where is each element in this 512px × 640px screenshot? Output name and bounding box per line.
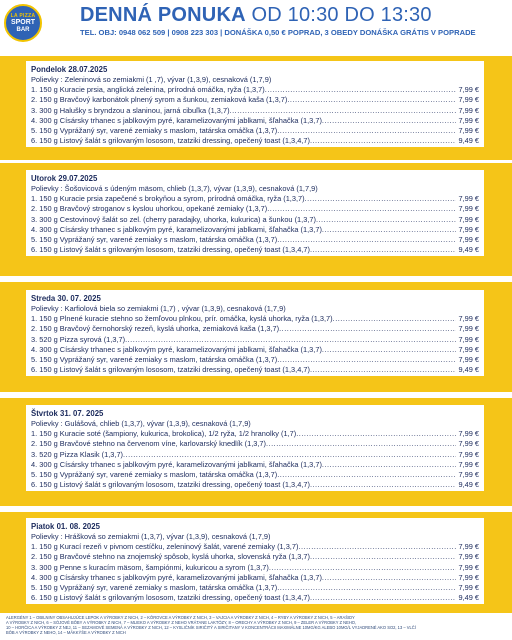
leader-dots: [322, 573, 457, 583]
day-heading: Piatok 01. 08. 2025: [31, 522, 100, 531]
menu-item-desc: 6. 150 g Listový šalát s grilovaným lososom, tzatziki dressing, opečený toast (1,3,4,7): [31, 136, 310, 146]
allergens-line: BÔB A VÝROBKY Z NEHO, 14 – MÄKKÝŠE A VÝROBKY Z NICH: [6, 630, 126, 635]
menu-item-desc: 1. 150 g Plnené kuracie stehno so žemľovou plnkou, prír. omáčka, kyslá uhorka, ryža (1,3,7): [31, 314, 333, 323]
menu-item-desc: 2. 150 g Bravčový karbonátok plnený syrom a šunkou, zemiaková kaša (1,3,7): [31, 95, 288, 105]
leader-dots: [279, 324, 456, 334]
leader-dots: [310, 593, 457, 603]
leader-dots: [305, 194, 457, 204]
menu-item: [31, 235, 479, 245]
soup-line: Polievky : Karfiolová biela so zemiakmi (1,7) , vývar (1,3,9), cesnaková (1,7,9): [31, 304, 286, 313]
day-card: [26, 518, 484, 604]
menu-item-desc: 5. 150 g Vyprážaný syr, varené zemiaky s maslom, tatárska omáčka (1,3,7): [31, 583, 278, 593]
menu-item: [31, 542, 479, 552]
leader-dots: [310, 480, 457, 490]
menu-item: [31, 215, 479, 225]
leader-dots: [125, 335, 456, 345]
menu-item-price: 9,49 €: [458, 480, 479, 490]
menu-item-desc: 5. 150 g Vyprážaný syr, varené zemiaky s maslom, tatárska omáčka (1,3,7): [31, 355, 278, 365]
menu-item-price: 7,99 €: [458, 204, 479, 214]
leader-dots: [267, 204, 456, 214]
day-card: [26, 61, 484, 147]
logo: [4, 4, 42, 42]
soup-line: Polievky : Zeleninová so zemiakmi (1 ,7), vývar (1,3,9), cesnaková (1,7,9): [31, 75, 272, 84]
menu-item-price: 7,99 €: [458, 583, 479, 593]
leader-dots: [277, 583, 456, 593]
leader-dots: [310, 136, 457, 146]
leader-dots: [322, 460, 457, 470]
leader-dots: [277, 235, 456, 245]
menu-item-price: 7,99 €: [458, 449, 479, 459]
menu-item-desc: 4. 300 g Císársky trhanec s jablkovým pyré, karamelizovanými jablkami, šľahačka (1,3,7): [31, 459, 322, 469]
menu-item-price: 7,99 €: [458, 105, 479, 115]
menu-item: [31, 126, 479, 136]
menu-item-desc: 4. 300 g Císársky trhanec s jablkovým pyré, karamelizovanými jablkami, šľahačka (1,3,7): [31, 344, 322, 354]
menu-item-price: 7,99 €: [458, 344, 479, 354]
menu-item: [31, 470, 479, 480]
menu-item: [31, 552, 479, 562]
menu-item: [31, 225, 479, 235]
menu-item-desc: 1. 150 g Kuracie prsia zapečené s brokyňou a syrom, prírodná omáčka, ryža (1,3,7): [31, 194, 305, 203]
menu-item-price: 7,99 €: [458, 235, 479, 245]
menu-item: [31, 450, 479, 460]
menu-item: [31, 95, 479, 105]
menu-item: [31, 335, 479, 345]
allergens-footer: [0, 614, 512, 640]
menu-item-desc: 2. 150 g Bravčové stehno na znojemský spôsob, kyslá uhorka, slovenská ryža (1,3,7): [31, 552, 310, 562]
leader-dots: [322, 116, 457, 126]
title-bold: DENNÁ PONUKA: [80, 4, 246, 26]
leader-dots: [266, 439, 456, 449]
menu-item-price: 7,99 €: [458, 334, 479, 344]
menu-item-price: 7,99 €: [458, 542, 479, 551]
menu-item: [31, 345, 479, 355]
menu-item: [31, 355, 479, 365]
menu-item-desc: 2. 150 g Bravčové stehno na červenom víne, karlovarský knedlík (1,3,7): [31, 439, 266, 449]
leader-dots: [310, 245, 457, 255]
menu-item: [31, 314, 479, 324]
leader-dots: [310, 552, 457, 562]
title-hours: OD 10:30 DO 13:30: [245, 4, 432, 26]
menu-item-price: 7,99 €: [458, 552, 479, 562]
menu-item-desc: 5. 150 g Vyprážaný syr, varené zemiaky s maslom, tatárska omáčka (1,3,7): [31, 126, 278, 136]
menu-item: [31, 85, 479, 95]
leader-dots: [322, 225, 457, 235]
menu-item-desc: 1. 150 g Kuracie prsia, anglická zelenina, prírodná omáčka, ryža (1,3,7): [31, 85, 265, 94]
menu-item-desc: 2. 150 g Bravčový černohorský rezeň, kyslá uhorka, zemiaková kaša (1,3,7): [31, 324, 280, 334]
menu-item-desc: 6. 150 g Listový šalát s grilovaným lososom, tzatziki dressing, opečený toast (1,3,4,7): [31, 593, 310, 603]
day-card: [26, 290, 484, 376]
menu-item-price: 7,99 €: [458, 115, 479, 125]
soup-line: Polievky : Gulášová, chlieb (1,3,7), vývar (1,3,9), cesnaková (1,7,9): [31, 419, 251, 428]
leader-dots: [322, 345, 457, 355]
allergens-line: 10 – HORČICA A VÝROBKY Z NEJ, 11 – SEZAMOVÉ SEMENÁ A VÝROBKY Z NICH, 12 – KYSLIČNÍK SIRIČITÝ A SIRIČITANY V KONCENTRÁCII MAXIMÁLNE 10MG/KG ALEBO 10MG/L VYJADRENÉ AKO SO2, 13 – VLČÍ: [6, 625, 416, 630]
menu-item: [31, 365, 479, 375]
menu-item-price: 7,99 €: [458, 429, 479, 438]
leader-dots: [287, 95, 456, 105]
leader-dots: [123, 450, 456, 460]
menu-item: [31, 429, 479, 439]
leader-dots: [316, 215, 456, 225]
menu-item: [31, 583, 479, 593]
menu-item-desc: 2. 150 g Bravčový stroganov s kyslou uhorkou, opekané zemiaky (1,3,7): [31, 204, 268, 214]
day-card: [26, 405, 484, 491]
menu-item-price: 7,99 €: [458, 459, 479, 469]
menu-item-price: 9,49 €: [458, 365, 479, 375]
menu-item-desc: 4. 300 g Císársky trhanec s jablkovým pyré, karamelizovanými jablkami, šľahačka (1,3,7): [31, 572, 322, 582]
menu-item: [31, 204, 479, 214]
menu-item-desc: 4. 300 g Císársky trhanec s jablkovým pyré, karamelizovanými jablkami, šľahačka (1,3,7): [31, 115, 322, 125]
menu-item-desc: 3. 300 g Penne s kuracím mäsom, šampiónmi, kukuricou a syrom (1,3,7): [31, 562, 269, 572]
menu-item: [31, 593, 479, 603]
menu-item-desc: 4. 300 g Císársky trhanec s jablkovým pyré, karamelizovanými jablkami, šľahačka (1,3,7): [31, 224, 322, 234]
menu-item: [31, 324, 479, 334]
menu-item-desc: 6. 150 g Listový šalát s grilovaným lososom, tzatziki dressing, opečený toast (1,3,4,7): [31, 365, 310, 375]
menu-item-price: 7,99 €: [458, 85, 479, 94]
page-title: [80, 4, 432, 27]
leader-dots: [230, 106, 457, 116]
contact-line: TEL. OBJ: 0948 062 509 | 0908 223 303 | DONÁŠKA 0,50 € POPRAD, 3 OBEDY DONÁŠKA GRÁTIS V POPRADE: [80, 28, 476, 37]
soup-line: Polievky : Hrášková so zemiakmi (1,3,7), vývar (1,3,9), cesnaková (1,7,9): [31, 532, 271, 541]
menu-item-price: 9,49 €: [458, 593, 479, 603]
day-heading: Utorok 29.07.2025: [31, 174, 98, 183]
leader-dots: [277, 355, 456, 365]
menu-item: [31, 439, 479, 449]
menu-item: [31, 116, 479, 126]
logo-top-text: LA PIZZA: [10, 12, 36, 19]
menu-item-desc: 6. 150 g Listový šalát s grilovaným lososom, tzatziki dressing, opečený toast (1,3,4,7): [31, 245, 310, 255]
menu-item-desc: 5. 150 g Vyprážaný syr, varené zemiaky s maslom, tatárska omáčka (1,3,7): [31, 470, 278, 480]
menu-item-price: 9,49 €: [458, 136, 479, 146]
menu-item: [31, 136, 479, 146]
menu-item-desc: 3. 520 g Pizza Klasik (1,3,7): [31, 449, 124, 459]
menu-item: [31, 194, 479, 204]
leader-dots: [296, 429, 456, 439]
menu-item-price: 7,99 €: [458, 572, 479, 582]
allergens-line: ALERGÉNY 1 – OBILNINY OBSAHUJÚCE LEPOK A VÝROBKY Z NICH, 2 – KÔROVCE A VÝROBKY Z NICH, 3 – VAJCIA A VÝROBKY Z NICH, 4 – RYBY A VÝROBKY Z NICH, 5 – ARAŠIDY: [6, 615, 355, 620]
menu-item-price: 7,99 €: [458, 470, 479, 480]
menu-item-price: 7,99 €: [458, 214, 479, 224]
leader-dots: [269, 563, 457, 573]
day-heading: Pondelok 28.07.2025: [31, 65, 108, 74]
menu-item-price: 7,99 €: [458, 314, 479, 323]
menu-item-desc: 3. 300 g Cestovinový šalát so zel. (cherry paradajky, uhorka, kukurica) a šunkou (1,3,7): [31, 214, 316, 224]
menu-item: [31, 460, 479, 470]
leader-dots: [298, 542, 456, 552]
menu-item-price: 7,99 €: [458, 439, 479, 449]
day-card: [26, 170, 484, 256]
menu-item: [31, 563, 479, 573]
menu-item-price: 7,99 €: [458, 562, 479, 572]
menu-item-desc: 3. 520 g Pizza syrová (1,3,7): [31, 334, 126, 344]
logo-mid-text: SPORT: [10, 18, 36, 26]
day-heading: Štvrtok 31. 07. 2025: [31, 409, 104, 418]
leader-dots: [310, 365, 457, 375]
menu-item-price: 7,99 €: [458, 194, 479, 203]
soup-line: Polievky : Šošovicová s údeným mäsom, chlieb (1,3,7), vývar (1,3,9), cesnaková (1,7,9): [31, 184, 318, 193]
logo-bottom-text: BAR: [16, 26, 30, 33]
menu-item-desc: 3. 300 g Halušky s bryndzou a slaninou, jarná cibuľka (1,3,7): [31, 105, 230, 115]
allergens-line: A VÝROBKY Z NICH, 6 – SÓJOVÉ BÔBY A VÝROBKY Z NICH, 7 – MLIEKO A VÝROBKY Z NEHO VRÁTANE LAKTÓZY, 8 – ORECHY A VÝROBKY Z NICH, 9 – ZELER A VÝROBKY Z NEHO,: [6, 620, 357, 625]
menu-item-desc: 5. 150 g Vyprážaný syr, varené zemiaky s maslom, tatárska omáčka (1,3,7): [31, 235, 278, 245]
menu-item-price: 7,99 €: [458, 224, 479, 234]
menu-item-price: 7,99 €: [458, 126, 479, 136]
day-heading: Streda 30. 07. 2025: [31, 294, 101, 303]
menu-item-desc: 6. 150 g Listový šalát s grilovaným lososom, tzatziki dressing, opečený toast (1,3,4,7): [31, 480, 310, 490]
leader-dots: [277, 126, 456, 136]
menu-item-price: 7,99 €: [458, 95, 479, 105]
header: [0, 0, 512, 50]
leader-dots: [265, 85, 457, 95]
menu-item-price: 7,99 €: [458, 324, 479, 334]
leader-dots: [277, 470, 456, 480]
menu-item: [31, 573, 479, 583]
menu-item: [31, 106, 479, 116]
leader-dots: [333, 314, 457, 324]
menu-item-desc: 1. 150 g Kuracie soté (šampiony, kukurica, brokolica), 1/2 ryža, 1/2 hranolky (1,7): [31, 429, 297, 438]
menu-item-price: 9,49 €: [458, 245, 479, 255]
menu-item-price: 7,99 €: [458, 355, 479, 365]
menu-item: [31, 480, 479, 490]
menu-item: [31, 245, 479, 255]
menu-item-desc: 1. 150 g Kurací rezeň v pivnom cestíčku, zeleninový šalát, varené zemiaky (1,3,7): [31, 542, 299, 551]
